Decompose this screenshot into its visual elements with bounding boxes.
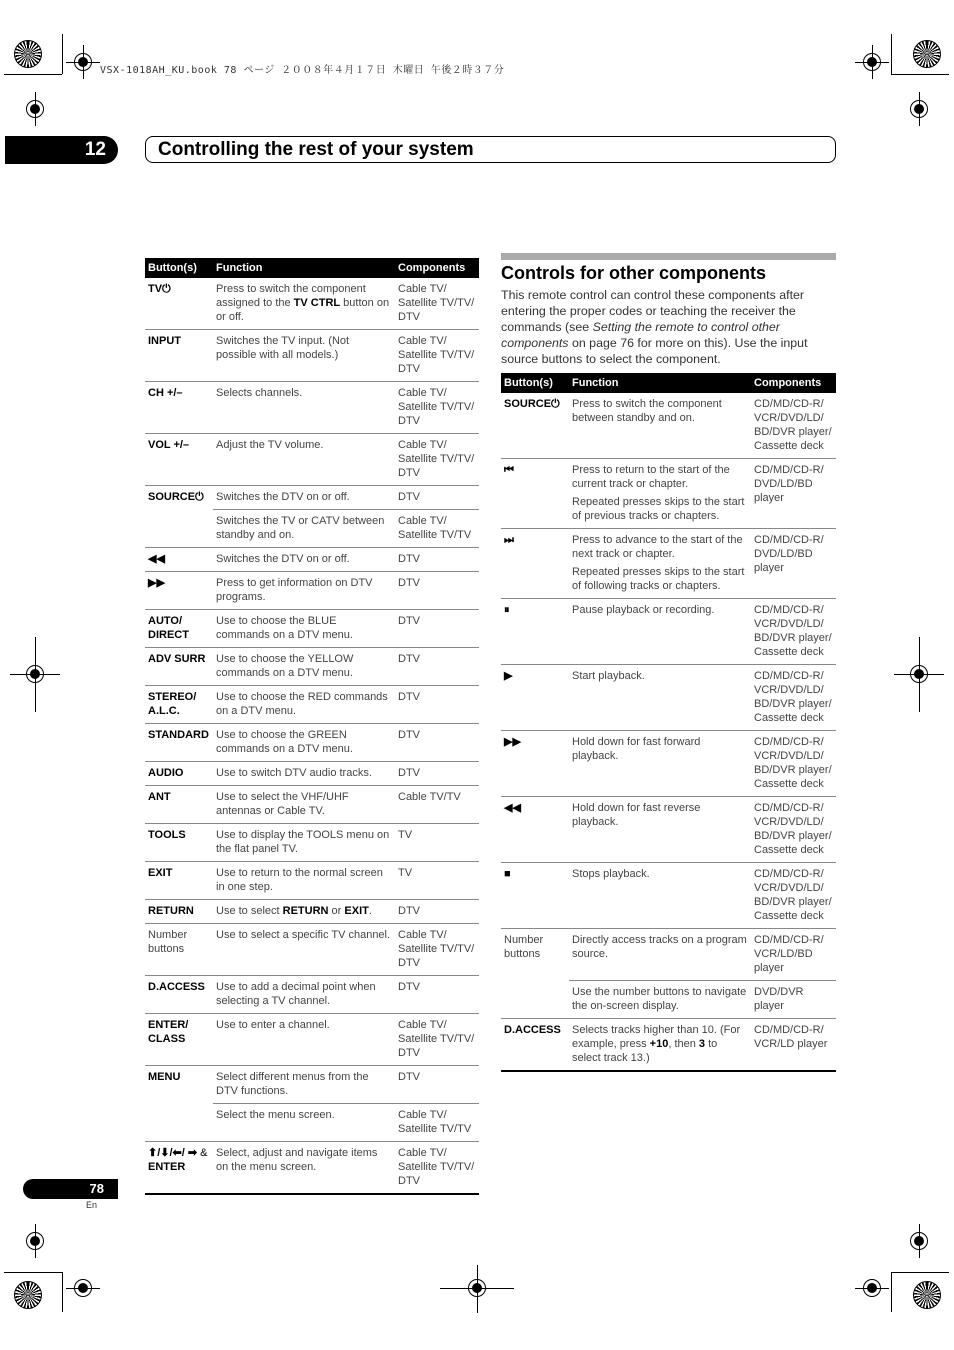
button-cell: ADV SURR <box>145 648 213 686</box>
function-text: Hold down for fast forward playback. <box>572 736 701 762</box>
button-cell: ◀◀ <box>501 797 569 863</box>
components-cell: TV <box>395 862 479 900</box>
target-line <box>83 45 84 79</box>
button-cell <box>145 510 213 548</box>
function-text: Use to display the TOOLS menu on the flat panel TV. <box>216 829 390 855</box>
other-components-table <box>501 373 836 1072</box>
function-cell <box>213 1066 395 1104</box>
function-cell <box>213 824 395 862</box>
crop-line <box>4 1272 62 1273</box>
crop-line <box>62 34 63 74</box>
components-cell: Cable TV/ Satellite TV/TV/ DTV <box>395 330 479 382</box>
table-row <box>145 648 479 686</box>
function-cell <box>569 529 751 599</box>
table-row <box>145 1104 479 1142</box>
function-cell <box>569 599 751 665</box>
components-cell: CD/MD/CD-R/ VCR/DVD/LD/ BD/DVR player/ Cassette deck <box>751 393 836 459</box>
crop-line <box>62 1272 63 1312</box>
target-line <box>855 1288 889 1289</box>
components-cell: CD/MD/CD-R/ VCR/LD player <box>751 1019 836 1072</box>
components-cell: CD/MD/CD-R/ VCR/DVD/LD/ BD/DVR player/ Cassette deck <box>751 863 836 929</box>
section-rule <box>501 253 836 260</box>
components-cell: Cable TV/ Satellite TV/TV <box>395 1104 479 1142</box>
function-text: Use to return to the normal screen in one step. <box>216 867 383 893</box>
function-text: Use to choose the GREEN commands on a DTV menu. <box>216 729 353 755</box>
target-line <box>35 92 36 126</box>
table-row <box>501 665 836 731</box>
components-cell: DTV <box>395 548 479 572</box>
components-cell: DTV <box>395 648 479 686</box>
button-cell: AUDIO <box>145 762 213 786</box>
function-text: Use to select RETURN or EXIT. <box>216 905 372 917</box>
components-cell: DTV <box>395 486 479 510</box>
table-row <box>145 786 479 824</box>
components-cell: CD/MD/CD-R/ VCR/DVD/LD/ BD/DVR player/ Cassette deck <box>751 797 836 863</box>
target-line <box>919 637 920 712</box>
crop-line <box>891 74 949 75</box>
button-cell: ▶▶ <box>145 572 213 610</box>
table-row <box>145 1066 479 1104</box>
table-row <box>501 863 836 929</box>
function-text-extra: Repeated presses skips to the start of previous tracks or chapters. <box>572 496 745 522</box>
components-cell: DTV <box>395 976 479 1014</box>
function-cell <box>569 797 751 863</box>
function-cell <box>213 862 395 900</box>
button-cell: D.ACCESS <box>501 1019 569 1072</box>
button-cell: ⏭ <box>501 529 569 599</box>
components-cell: Cable TV/ Satellite TV/TV/ DTV <box>395 1014 479 1066</box>
components-cell: Cable TV/ Satellite TV/TV/ DTV <box>395 382 479 434</box>
button-cell: ▶ <box>501 665 569 731</box>
function-cell <box>213 900 395 924</box>
components-cell: DTV <box>395 686 479 724</box>
button-cell: RETURN <box>145 900 213 924</box>
button-cell: ENTER/ CLASS <box>145 1014 213 1066</box>
function-cell <box>569 863 751 929</box>
table-row <box>145 486 479 510</box>
function-cell <box>213 278 395 330</box>
components-cell: Cable TV/ Satellite TV/TV/ DTV <box>395 434 479 486</box>
function-text: Selects tracks higher than 10. (For example, press +10, then 3 to select track 13.) <box>572 1024 741 1064</box>
table-row <box>145 610 479 648</box>
button-cell: Number buttons <box>504 934 544 960</box>
function-text: Switches the DTV on or off. <box>216 553 350 565</box>
button-cell: TV⏻ <box>145 278 213 330</box>
function-text-extra: Repeated presses skips to the start of following tracks or chapters. <box>572 566 745 592</box>
button-cell <box>145 1104 213 1142</box>
function-text: Press to switch the component assigned to the TV CTRL button on or off. <box>216 283 390 323</box>
function-cell <box>569 459 751 529</box>
button-cell: MENU <box>148 1071 181 1083</box>
components-cell: DVD/DVR player <box>751 981 836 1019</box>
function-text: Press to advance to the start of the next track or chapter. <box>572 534 743 560</box>
table-row <box>145 278 479 330</box>
button-cell: ▶▶ <box>501 731 569 797</box>
function-text: Select, adjust and navigate items on the menu screen. <box>216 1147 378 1173</box>
components-cell: DTV <box>395 610 479 648</box>
target-line <box>35 637 36 712</box>
function-text: Select different menus from the DTV functions. <box>216 1071 369 1097</box>
function-text: Pause playback or recording. <box>572 604 715 616</box>
button-cell: D.ACCESS <box>145 976 213 1014</box>
function-cell <box>213 976 395 1014</box>
button-cell: SOURCE⏻ <box>148 491 204 503</box>
function-text: Press to get information on DTV programs. <box>216 577 373 603</box>
components-cell: Cable TV/ Satellite TV/TV/ DTV <box>395 278 479 330</box>
button-cell: VOL +/– <box>145 434 213 486</box>
table-row <box>145 510 479 548</box>
components-cell: Cable TV/ Satellite TV/TV/ DTV <box>395 924 479 976</box>
components-cell: DTV <box>395 762 479 786</box>
crop-line <box>891 1272 892 1312</box>
crop-line <box>891 1272 949 1273</box>
function-cell <box>213 330 395 382</box>
table-row <box>145 1014 479 1066</box>
table-row <box>145 330 479 382</box>
components-cell: CD/MD/CD-R/ DVD/LD/BD player <box>751 459 836 529</box>
components-cell: DTV <box>395 900 479 924</box>
components-cell: CD/MD/CD-R/ VCR/DVD/LD/ BD/DVR player/ Cassette deck <box>751 731 836 797</box>
button-cell: SOURCE⏻ <box>501 393 569 459</box>
function-cell <box>213 762 395 786</box>
table-row <box>501 1019 836 1072</box>
button-cell: TOOLS <box>145 824 213 862</box>
function-text: Use the number buttons to navigate the on-screen display. <box>572 986 747 1012</box>
table-row <box>501 393 836 459</box>
components-cell: CD/MD/CD-R/ VCR/DVD/LD/ BD/DVR player/ Cassette deck <box>751 599 836 665</box>
table-row <box>145 862 479 900</box>
function-cell <box>213 1104 395 1142</box>
function-text: Use to enter a channel. <box>216 1019 330 1031</box>
table-row <box>501 731 836 797</box>
header-components: Components <box>751 373 836 393</box>
components-cell: Cable TV/ Satellite TV/TV <box>395 510 479 548</box>
function-cell <box>213 1014 395 1066</box>
function-cell <box>213 686 395 724</box>
table-row <box>501 981 836 1019</box>
components-cell: TV <box>395 824 479 862</box>
function-text: Adjust the TV volume. <box>216 439 324 451</box>
function-cell <box>213 510 395 548</box>
table-header-row <box>501 373 836 393</box>
function-cell <box>569 731 751 797</box>
function-cell <box>213 1142 395 1195</box>
components-cell: Cable TV/TV <box>395 786 479 824</box>
section-intro: This remote control can control these components after entering the proper codes or teaching the receiver the commands (see Setting the remote to control other components on page 76 for more on this). Use the input source buttons to select the component. <box>501 288 808 366</box>
function-text: Use to select the VHF/UHF antennas or Cable TV. <box>216 791 349 817</box>
function-text: Press to switch the component between standby and on. <box>572 398 722 424</box>
function-text: Select the menu screen. <box>216 1109 335 1121</box>
target-line <box>477 1265 478 1313</box>
button-cell: Number buttons <box>145 924 213 976</box>
section-title: Controls for other components <box>501 263 766 283</box>
page-language: En <box>86 1200 98 1210</box>
button-cell <box>501 981 569 1019</box>
components-cell: DTV <box>395 724 479 762</box>
table-row <box>501 529 836 599</box>
table-row <box>501 797 836 863</box>
function-cell <box>213 786 395 824</box>
button-cell: INPUT <box>145 330 213 382</box>
function-text: Use to choose the RED commands on a DTV menu. <box>216 691 388 717</box>
components-cell: CD/MD/CD-R/ VCR/DVD/LD/ BD/DVR player/ Cassette deck <box>751 665 836 731</box>
function-cell <box>213 648 395 686</box>
function-text: Switches the DTV on or off. <box>216 491 350 503</box>
table-row <box>145 1142 479 1195</box>
button-cell: ⏸ <box>501 599 569 665</box>
function-cell <box>213 724 395 762</box>
function-text: Use to select a specific TV channel. <box>216 929 391 941</box>
function-cell <box>213 434 395 486</box>
function-text: Hold down for fast reverse playback. <box>572 802 701 828</box>
button-cell: ANT <box>145 786 213 824</box>
button-cell: ⬆/⬇/⬅/ ➡ & ENTER <box>145 1142 213 1195</box>
registration-mark-bottom-right <box>913 1281 941 1309</box>
book-info-line: VSX-1018AH_KU.book 78 ページ ２００８年４月１７日 木曜日 午後２時３７分 <box>100 65 505 76</box>
header-buttons: Button(s) <box>145 258 213 278</box>
registration-mark-top-right <box>913 40 941 68</box>
function-text: Start playback. <box>572 670 645 682</box>
page-number: 78 <box>23 1179 118 1199</box>
function-cell <box>569 981 751 1019</box>
components-cell: Cable TV/ Satellite TV/TV/ DTV <box>395 1142 479 1195</box>
function-cell <box>569 393 751 459</box>
header-function: Function <box>213 258 395 278</box>
button-cell: AUTO/ DIRECT <box>145 610 213 648</box>
header-components: Components <box>395 258 479 278</box>
table-row <box>145 686 479 724</box>
function-cell <box>213 610 395 648</box>
table-row <box>145 548 479 572</box>
table-row <box>145 572 479 610</box>
button-cell: ◀◀ <box>145 548 213 572</box>
function-cell <box>213 572 395 610</box>
function-text: Use to choose the YELLOW commands on a DTV menu. <box>216 653 354 679</box>
function-cell <box>213 486 395 510</box>
function-text: Use to add a decimal point when selecting a TV channel. <box>216 981 376 1007</box>
table-row <box>501 599 836 665</box>
button-cell: ■ <box>501 863 569 929</box>
chapter-title: Controlling the rest of your system <box>145 136 836 163</box>
table-row <box>145 924 479 976</box>
target-line <box>66 1288 100 1289</box>
table-row <box>145 900 479 924</box>
function-text: Use to switch DTV audio tracks. <box>216 767 372 779</box>
function-cell <box>213 382 395 434</box>
components-cell: DTV <box>395 1066 479 1104</box>
button-cell: EXIT <box>145 862 213 900</box>
table-row <box>145 824 479 862</box>
crop-line <box>891 34 892 74</box>
table-row <box>145 976 479 1014</box>
function-text: Switches the TV input. (Not possible with all models.) <box>216 335 350 361</box>
function-cell <box>569 929 751 981</box>
button-cell: STEREO/ A.L.C. <box>145 686 213 724</box>
function-text: Use to choose the BLUE commands on a DTV menu. <box>216 615 353 641</box>
button-cell: STANDARD <box>145 724 213 762</box>
button-cell: ⏮ <box>501 459 569 529</box>
header-function: Function <box>569 373 751 393</box>
registration-mark-top-left <box>14 40 42 68</box>
table-row <box>145 762 479 786</box>
table-row <box>145 382 479 434</box>
function-text: Stops playback. <box>572 868 650 880</box>
function-cell <box>569 1019 751 1072</box>
table-row <box>145 434 479 486</box>
table-header-row <box>145 258 479 278</box>
components-cell: CD/MD/CD-R/ VCR/LD/BD player <box>751 929 836 981</box>
target-line <box>872 45 873 79</box>
registration-mark-bottom-left <box>14 1281 42 1309</box>
function-cell <box>213 548 395 572</box>
button-cell: CH +/– <box>145 382 213 434</box>
table-row <box>501 929 836 981</box>
function-text: Directly access tracks on a program source. <box>572 934 747 960</box>
components-cell: CD/MD/CD-R/ DVD/LD/BD player <box>751 529 836 599</box>
components-cell: DTV <box>395 572 479 610</box>
table-row <box>145 724 479 762</box>
function-text: Selects channels. <box>216 387 303 399</box>
target-line <box>919 92 920 126</box>
function-text: Switches the TV or CATV between standby and on. <box>216 515 385 541</box>
tv-control-table <box>145 258 479 1195</box>
function-cell <box>569 665 751 731</box>
table-row <box>501 459 836 529</box>
chapter-number: 12 <box>5 136 118 164</box>
crop-line <box>4 74 62 75</box>
function-text: Press to return to the start of the current track or chapter. <box>572 464 730 490</box>
target-line <box>35 1224 36 1258</box>
header-buttons: Button(s) <box>501 373 569 393</box>
function-cell <box>213 924 395 976</box>
target-line <box>919 1224 920 1258</box>
